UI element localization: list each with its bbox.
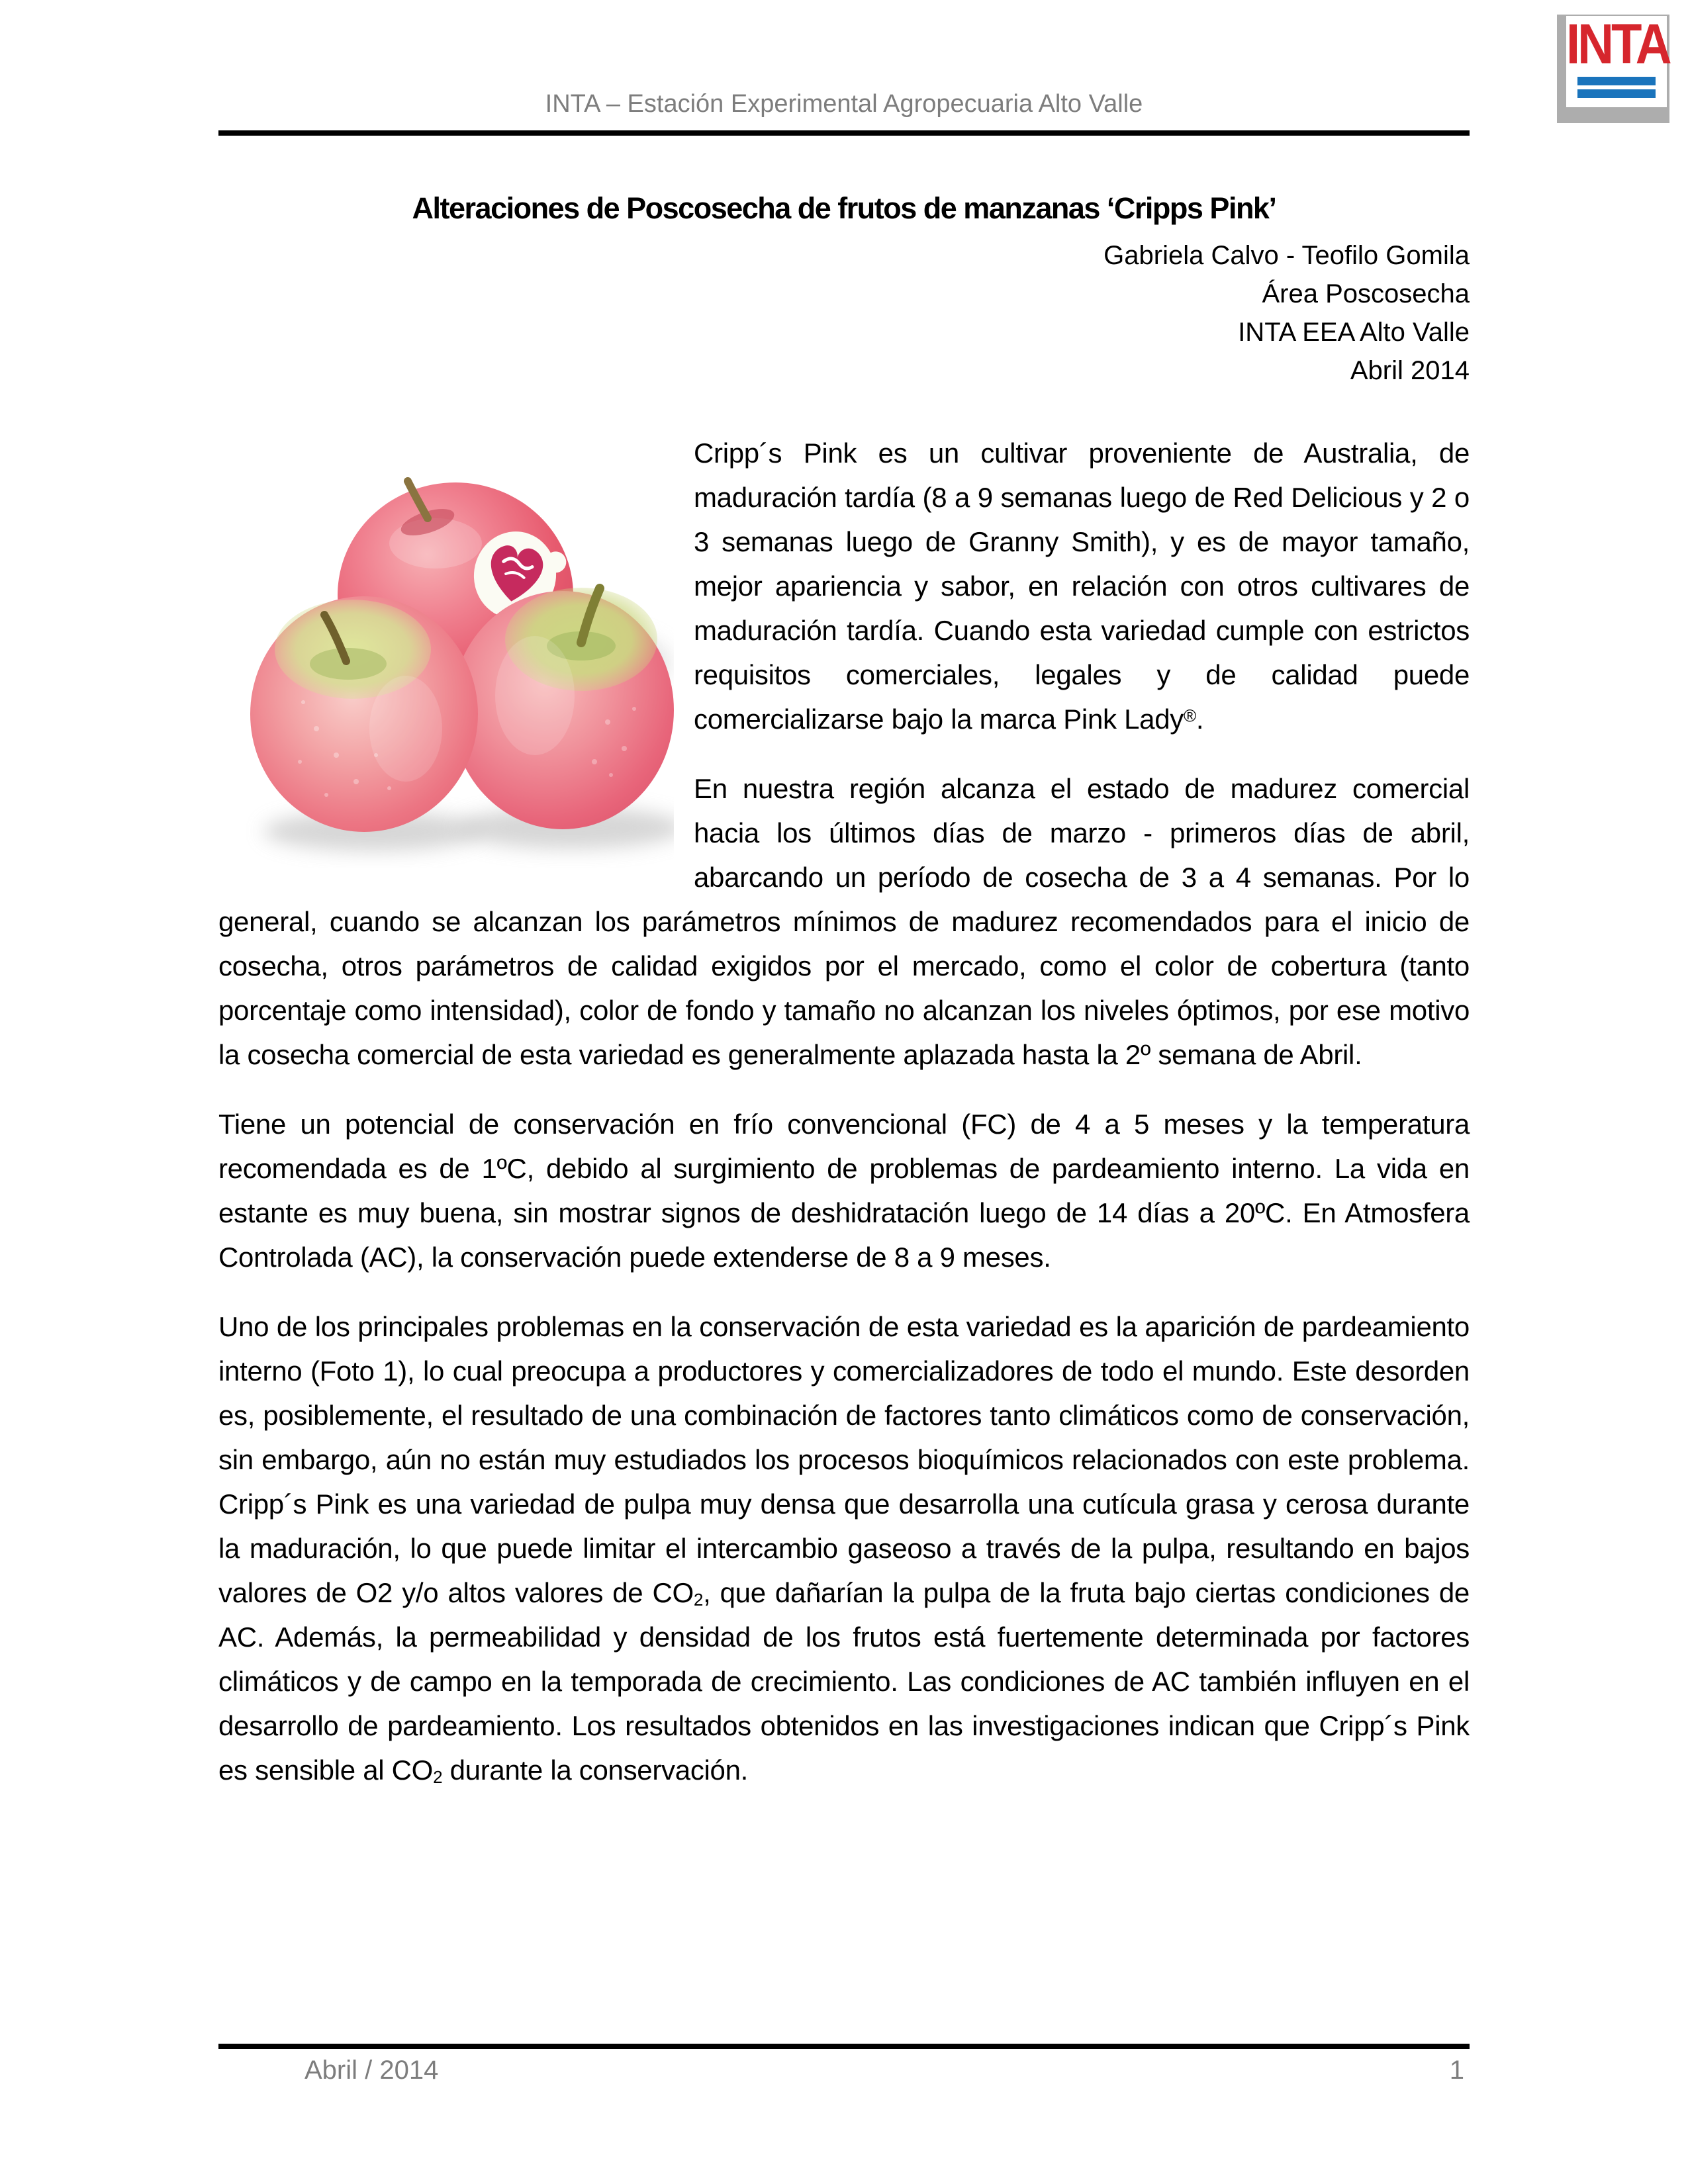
page-footer [218, 2044, 1470, 2085]
registered-mark: ® [1183, 705, 1196, 726]
byline-institution: INTA EEA Alto Valle [1238, 318, 1470, 347]
paragraph-4-seg1: Uno de los principales problemas en la conservación de esta variedad es la aparición de pardeamiento interno (Foto 1), lo cual preocupa a productores y comercializadores de todo el mundo. Este desorden es, posiblemente, el resultado de una combinación de factores tanto climáticos como de conservación, sin embargo, aún no están muy estudiados los procesos bioquímicos relacionados con este problema. Cripp´s Pink es una variedad de pulpa muy densa que desarrolla una cutícula grasa y cerosa durante la maduración, lo que puede limitar el intercambio gaseoso a través de la pulpa, resultando en bajos valores de O2 y/o altos valores de CO [218, 1311, 1470, 1608]
apple-left [250, 596, 478, 832]
byline-area: Área Poscosecha [1262, 279, 1470, 308]
page-header [0, 13, 1688, 136]
footer-rule [218, 2044, 1470, 2049]
header-title: INTA – Estación Experimental Agropecuaria Alto Valle [545, 90, 1143, 118]
footer-date: Abril / 2014 [305, 2056, 439, 2085]
paragraph-3: Tiene un potencial de conservación en frío convencional (FC) de 4 a 5 meses y la temperatura recomendada es de 1ºC, debido al surgimiento de problemas de pardeamiento interno. La vida en estante es muy buena, sin mostrar signos de deshidratación luego de 14 días a 20ºC. En Atmosfera Controlada (AC), la conservación puede extenderse de 8 a 9 meses. [218, 1109, 1470, 1273]
document-body [218, 191, 1470, 1792]
article-text [218, 431, 1470, 1792]
apples-photo [237, 444, 674, 868]
co2-subscript: 2 [433, 1767, 443, 1788]
paragraph-1-text: Cripp´s Pink es un cultivar proveniente de Australia, de maduración tardía (8 a 9 semanas luego de Red Delicious y 2 o 3 semanas luego de Granny Smith), y es de mayor tamaño, mejor apariencia y sabor, en relación con otros cultivares de maduración tardía. Cuando esta variedad cumple con estrictos requisitos comerciales, legales y de calidad puede comercializarse bajo la marca Pink Lady [694, 437, 1470, 735]
paragraph-1-end: . [1196, 704, 1204, 735]
paragraph-2: En nuestra región alcanza el estado de madurez comercial hacia los últimos días de marzo - primeros días de abril, abarcando un período de cosecha de 3 a 4 semanas. Por lo general, cuando se alcanzan los parámetros mínimos de madurez recomendados para el inicio de cosecha, otros parámetros de calidad exigidos por el mercado, como el color de cobertura (tanto porcentaje como intensidad), color de fondo y tamaño no alcanzan los niveles óptimos, por ese motivo la cosecha comercial de esta variedad es generalmente aplazada hasta la 2º semana de Abril. [218, 773, 1470, 1070]
byline-authors: Gabriela Calvo - Teofilo Gomila [1103, 241, 1470, 270]
header-rule [218, 130, 1470, 136]
co2-subscript: 2 [693, 1590, 704, 1610]
apples-illustration [237, 444, 674, 868]
page-title: Alteraciones de Poscosecha de frutos de manzanas ‘Cripps Pink’ [412, 191, 1276, 225]
inta-logo-box [1566, 13, 1669, 107]
inta-logo-bar [1577, 77, 1656, 85]
inta-logo-bar [1577, 89, 1656, 98]
paragraph-4-seg2: , que dañarían la pulpa de la fruta bajo ciertas condiciones de AC. Además, la permeabilidad y densidad de los frutos está fuertemente determinada por factores climáticos y de campo en la temporada de crecimiento. Las condiciones de AC también influyen en el desarrollo de pardeamiento. Los resultados obtenidos en las investigaciones indican que Cripp´s Pink es sensible al CO [218, 1577, 1470, 1786]
inta-logo [1557, 15, 1669, 123]
byline [218, 236, 1470, 390]
paragraph-4-seg3: durante la conservación. [442, 1754, 749, 1786]
byline-date: Abril 2014 [1350, 356, 1470, 385]
inta-logo-text: INTA [1566, 13, 1669, 76]
footer-page-number: 1 [1449, 2056, 1464, 2085]
paragraph-4 [218, 1304, 1470, 1792]
